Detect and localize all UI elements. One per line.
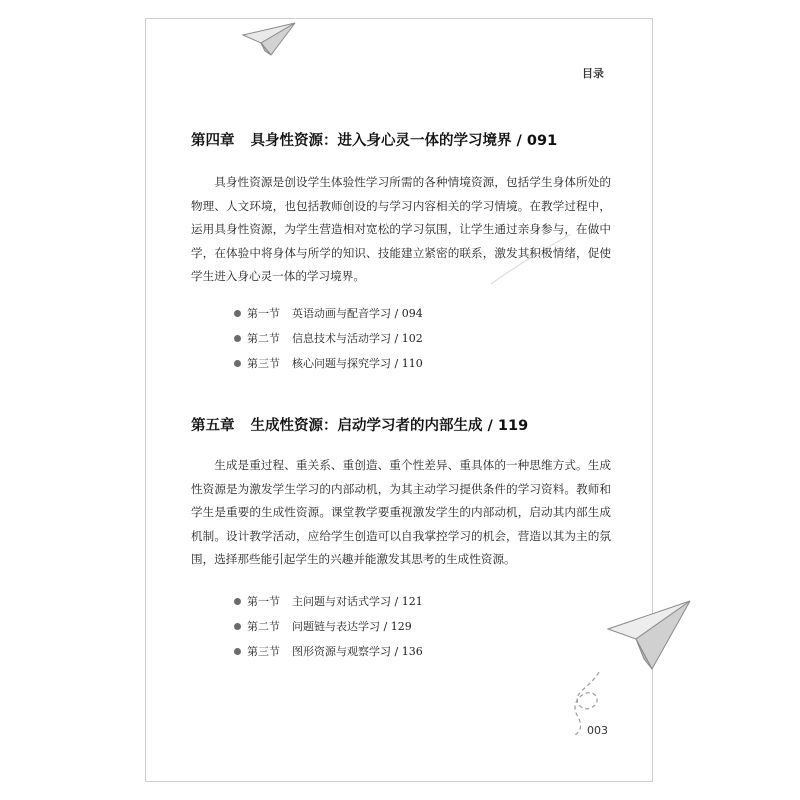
section-header-label: 目录 xyxy=(582,67,604,80)
section-title: 图形资源与观察学习 / 136 xyxy=(292,645,423,658)
bullet-icon xyxy=(234,648,241,655)
bullet-icon xyxy=(234,598,241,605)
toc-section-item[interactable] xyxy=(234,351,423,376)
bullet-icon xyxy=(234,310,241,317)
chapter-4-summary: 具身性资源是创设学生体验性学习所需的各种情境资源，包括学生身体所处的物理、人文环境，也包括教师创设的与学习内容相关的学习情境。在教学过程中，运用具身性资源，为学生营造相对宽松的学习氛围，让学生通过亲身参与，在做中学，在体验中将身体与所学的知识、技能建立紧密的联系，激发其积极情绪，促使学生进入身心灵一体的学习境界。 xyxy=(191,175,611,283)
paper-plane-icon xyxy=(241,21,297,59)
chapter-4-title[interactable] xyxy=(191,129,557,150)
paper-plane-icon xyxy=(606,599,692,677)
section-number: 第一节 xyxy=(247,595,280,608)
book-page xyxy=(145,18,653,782)
bullet-icon xyxy=(234,623,241,630)
section-number: 第二节 xyxy=(247,620,280,633)
section-title: 问题链与表达学习 / 129 xyxy=(292,620,412,633)
chapter-number: 第五章 xyxy=(191,418,235,434)
chapter-5-title[interactable] xyxy=(191,414,528,435)
dashed-flight-trail xyxy=(541,597,651,737)
section-number: 第一节 xyxy=(247,307,280,320)
chapter-4-section-list xyxy=(234,301,423,376)
toc-section-item[interactable] xyxy=(234,589,423,614)
page-number: 003 xyxy=(587,724,608,737)
bullet-icon xyxy=(234,360,241,367)
section-number: 第三节 xyxy=(247,357,280,370)
section-title: 英语动画与配音学习 / 094 xyxy=(292,307,423,320)
toc-section-item[interactable] xyxy=(234,326,423,351)
section-number: 第二节 xyxy=(247,332,280,345)
toc-section-item[interactable] xyxy=(234,301,423,326)
section-title: 主问题与对话式学习 / 121 xyxy=(292,595,423,608)
section-title: 信息技术与活动学习 / 102 xyxy=(292,332,423,345)
chapter-number: 第四章 xyxy=(191,133,235,149)
chapter-5-section-list xyxy=(234,589,423,664)
toc-section-item[interactable] xyxy=(234,614,423,639)
chapter-5-summary: 生成是重过程、重关系、重创造、重个性差异、重具体的一种思维方式。生成性资源是为激发学生学习的内部动机，为其主动学习提供条件的学习资料。教师和学生是重要的生成性资源。课堂教学要重视激发学生的内部动机，启动其内部生成机制。设计教学活动，应给学生创造可以自我掌控学习的机会，营造以其为主的氛围，选择那些能引起学生的兴趣并能激发其思考的生成性资源。 xyxy=(191,458,611,566)
section-title: 核心问题与探究学习 / 110 xyxy=(292,357,423,370)
toc-section-item[interactable] xyxy=(234,639,423,664)
section-number: 第三节 xyxy=(247,645,280,658)
chapter-title-text: 具身性资源：进入身心灵一体的学习境界 / 091 xyxy=(250,133,558,149)
bullet-icon xyxy=(234,335,241,342)
chapter-title-text: 生成性资源：启动学习者的内部生成 / 119 xyxy=(250,418,529,434)
